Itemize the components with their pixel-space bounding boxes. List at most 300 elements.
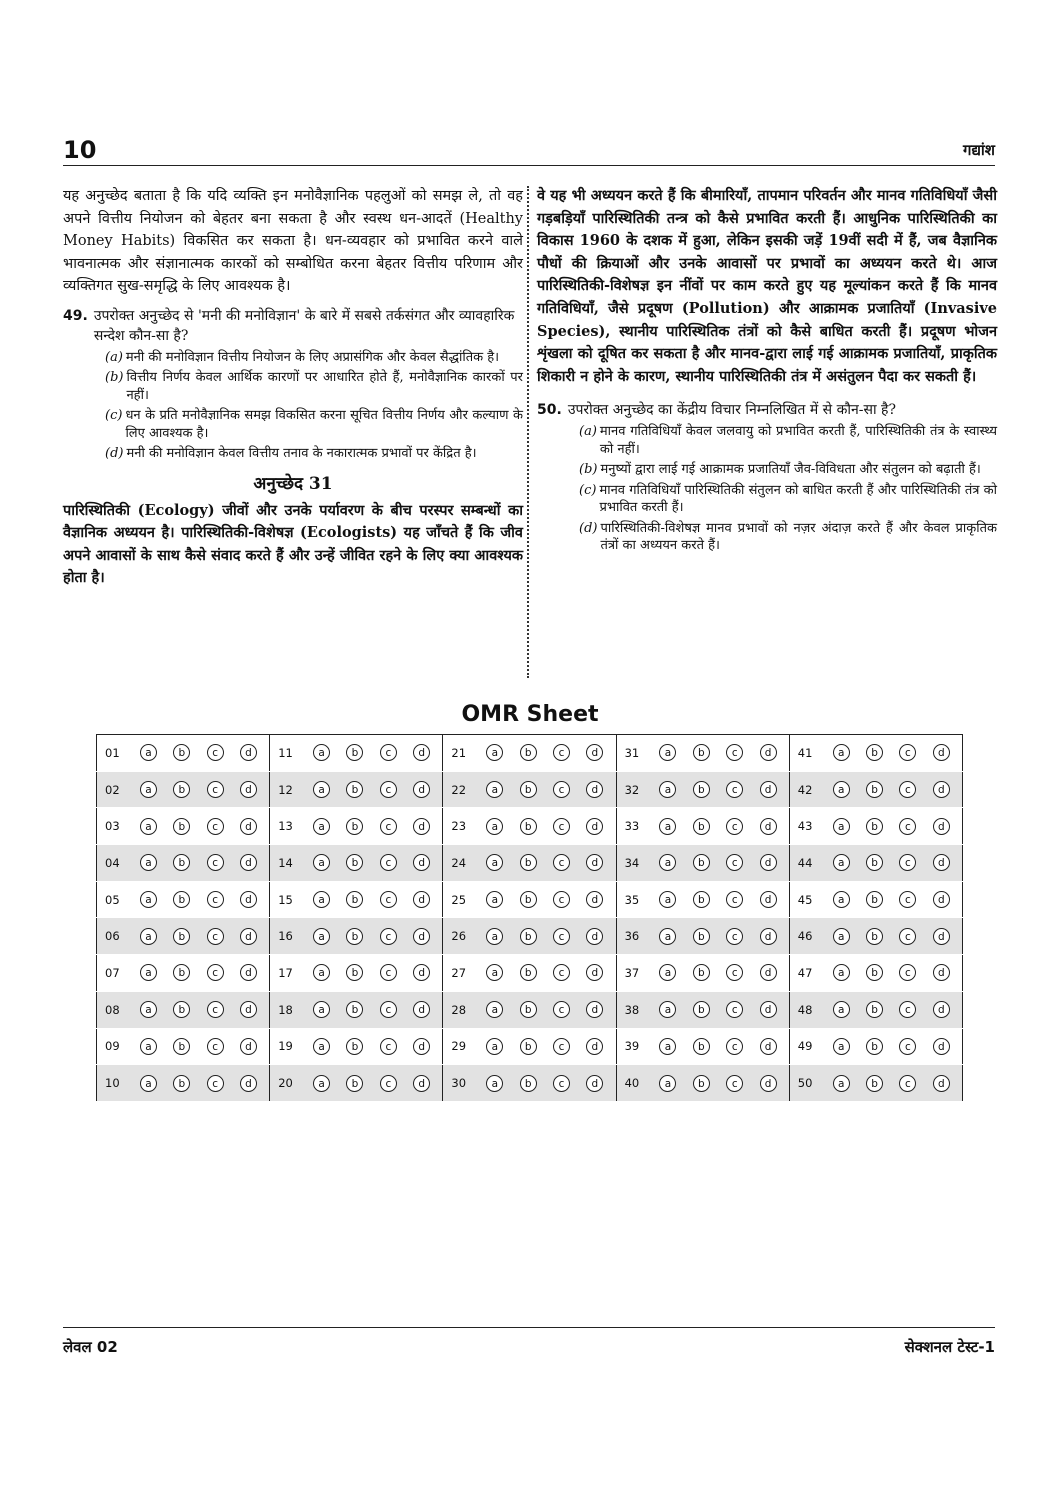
bubble-group — [647, 1001, 788, 1018]
omr-row — [97, 881, 963, 918]
bubble-group — [647, 964, 788, 981]
answer-bubble-b[interactable]: b — [693, 854, 710, 871]
answer-bubble-c[interactable]: c — [553, 818, 570, 835]
answer-bubble-d[interactable]: d — [933, 854, 950, 871]
answer-bubble-d[interactable]: d — [586, 854, 603, 871]
question-number-cell: 24 — [443, 845, 474, 882]
bubble-group — [301, 1038, 442, 1055]
option-text: मानव गतिविधियाँ पारिस्थितिकी संतुलन को बाधित करती हैं और पारिस्थितिकी तंत्र को प्रभावित करती हैं। — [599, 482, 997, 516]
option-text: धन के प्रति मनोवैज्ञानिक समझ विकसित करना सूचित वित्तीय निर्णय और कल्याण के लिए आवश्यक है। — [125, 408, 523, 441]
bubble-group — [821, 854, 963, 871]
answer-bubble-d[interactable]: d — [240, 891, 257, 908]
answer-bubble-a[interactable]: a — [659, 818, 676, 835]
answer-bubble-c[interactable]: c — [553, 1001, 570, 1018]
answer-bubble-d[interactable]: d — [240, 818, 257, 835]
answer-bubble-a[interactable]: a — [140, 1001, 157, 1018]
bubble-group — [301, 744, 442, 761]
option-key: (c) — [579, 482, 597, 498]
answer-bubble-a[interactable]: a — [140, 854, 157, 871]
answer-bubble-d[interactable]: d — [586, 1075, 603, 1092]
omr-row — [97, 955, 963, 992]
answer-bubble-c[interactable]: c — [726, 1001, 743, 1018]
question-number-cell: 02 — [97, 771, 128, 808]
bubble-group — [301, 854, 442, 871]
answer-bubble-b[interactable]: b — [346, 818, 363, 835]
answer-bubble-d[interactable]: d — [760, 854, 777, 871]
answer-bubble-b[interactable]: b — [693, 1001, 710, 1018]
omr-row — [97, 1028, 963, 1065]
bubble-group — [128, 1075, 269, 1092]
answer-bubble-d[interactable]: d — [240, 854, 257, 871]
answer-bubble-c[interactable]: c — [726, 781, 743, 798]
answer-bubble-a[interactable]: a — [313, 781, 330, 798]
answer-bubble-c[interactable]: c — [207, 891, 224, 908]
answer-bubble-d[interactable]: d — [760, 744, 777, 761]
answer-bubble-d[interactable]: d — [240, 1001, 257, 1018]
answer-bubble-c[interactable]: c — [207, 1001, 224, 1018]
answer-bubble-a[interactable]: a — [486, 928, 503, 945]
answer-bubble-a[interactable]: a — [313, 1001, 330, 1018]
answer-bubble-d[interactable]: d — [586, 1038, 603, 1055]
answer-bubble-a[interactable]: a — [833, 1075, 850, 1092]
omr-row — [97, 808, 963, 845]
answer-bubble-a[interactable]: a — [486, 1001, 503, 1018]
answer-bubble-c[interactable]: c — [380, 781, 397, 798]
bubble-group — [301, 818, 442, 835]
answer-bubble-a[interactable]: a — [833, 891, 850, 908]
answer-bubble-c[interactable]: c — [726, 1075, 743, 1092]
answer-bubble-a[interactable]: a — [833, 964, 850, 981]
answer-bubble-c[interactable]: c — [380, 1075, 397, 1092]
answer-bubble-c[interactable]: c — [726, 928, 743, 945]
question-number: 49. — [63, 307, 88, 324]
answer-bubble-a[interactable]: a — [140, 964, 157, 981]
answer-bubble-a[interactable]: a — [140, 1038, 157, 1055]
answer-bubble-b[interactable]: b — [693, 891, 710, 908]
bubble-group — [301, 1075, 442, 1092]
answer-bubble-d[interactable]: d — [586, 1001, 603, 1018]
bubble-group — [128, 818, 269, 835]
answer-bubble-b[interactable]: b — [346, 891, 363, 908]
answer-bubble-b[interactable]: b — [866, 854, 883, 871]
answer-bubble-c[interactable]: c — [553, 928, 570, 945]
question-number-cell: 25 — [443, 881, 474, 918]
bubble-group — [821, 891, 963, 908]
answer-bubble-d[interactable]: d — [413, 1001, 430, 1018]
answer-bubble-b[interactable]: b — [866, 928, 883, 945]
answer-bubble-c[interactable]: c — [553, 1038, 570, 1055]
answer-bubble-b[interactable]: b — [520, 928, 537, 945]
answer-bubble-d[interactable]: d — [413, 891, 430, 908]
question-number-cell: 10 — [97, 1065, 128, 1102]
answer-bubble-d[interactable]: d — [240, 1038, 257, 1055]
passage-paragraph: पारिस्थितिकी (Ecology) जीवों और उनके पर्यावरण के बीच परस्पर सम्बन्धों का वैज्ञानिक अध्ययन है। पारिस्थितिकी-विशेषज्ञ (Ecologists) यह जाँचते हैं कि जीव अपने आवासों के साथ कैसे संवाद करते हैं और उन्हें जीवित रहने के लिए क्या आवश्यक होता है। — [63, 501, 523, 587]
answer-bubble-c[interactable]: c — [553, 854, 570, 871]
question-number: 50. — [537, 402, 562, 419]
answer-bubble-c[interactable]: c — [899, 928, 916, 945]
answer-bubble-d[interactable]: d — [413, 781, 430, 798]
answer-bubble-c[interactable]: c — [726, 854, 743, 871]
answer-bubble-b[interactable]: b — [866, 891, 883, 908]
option-a — [579, 423, 997, 458]
answer-bubble-b[interactable]: b — [173, 744, 190, 761]
answer-bubble-a[interactable]: a — [140, 818, 157, 835]
answer-bubble-d[interactable]: d — [586, 744, 603, 761]
option-text: मनुष्यों द्वारा लाई गई आक्रामक प्रजातियाँ जैव-विविधता और संतुलन को बढ़ाती हैं। — [600, 462, 981, 478]
answer-bubble-d[interactable]: d — [760, 1001, 777, 1018]
question-number-cell: 44 — [789, 845, 820, 882]
bubble-group — [474, 818, 615, 835]
bubble-group — [821, 1075, 963, 1092]
answer-bubble-b[interactable]: b — [866, 1038, 883, 1055]
bubble-group — [474, 1001, 615, 1018]
option-key: (b) — [579, 462, 598, 478]
option-key: (a) — [579, 424, 597, 440]
option-a — [105, 349, 523, 367]
question-number-cell: 26 — [443, 918, 474, 955]
answer-bubble-d[interactable]: d — [240, 928, 257, 945]
question-number-cell: 14 — [270, 845, 301, 882]
passage-heading: अनुच्छेद 31 — [253, 473, 333, 494]
bubble-group — [128, 1001, 269, 1018]
answer-bubble-b[interactable]: b — [346, 744, 363, 761]
answer-bubble-b[interactable]: b — [866, 1075, 883, 1092]
answer-bubble-b[interactable]: b — [693, 1038, 710, 1055]
answer-bubble-b[interactable]: b — [520, 1001, 537, 1018]
question-number-cell: 39 — [616, 1028, 647, 1065]
answer-bubble-a[interactable]: a — [313, 744, 330, 761]
answer-bubble-d[interactable]: d — [760, 928, 777, 945]
answer-bubble-d[interactable]: d — [760, 1075, 777, 1092]
answer-bubble-c[interactable]: c — [899, 744, 916, 761]
answer-bubble-d[interactable]: d — [586, 928, 603, 945]
answer-bubble-a[interactable]: a — [486, 891, 503, 908]
question-number-cell: 19 — [270, 1028, 301, 1065]
answer-bubble-d[interactable]: d — [240, 1075, 257, 1092]
bubble-group — [821, 744, 963, 761]
answer-bubble-a[interactable]: a — [140, 744, 157, 761]
answer-bubble-b[interactable]: b — [693, 1075, 710, 1092]
answer-bubble-a[interactable]: a — [659, 781, 676, 798]
answer-bubble-d[interactable]: d — [933, 928, 950, 945]
answer-bubble-b[interactable]: b — [173, 1038, 190, 1055]
option-d — [579, 520, 997, 555]
answer-bubble-c[interactable]: c — [726, 964, 743, 981]
answer-bubble-a[interactable]: a — [659, 1075, 676, 1092]
answer-bubble-a[interactable]: a — [486, 1075, 503, 1092]
bubble-group — [821, 1001, 963, 1018]
answer-bubble-c[interactable]: c — [899, 854, 916, 871]
answer-bubble-b[interactable]: b — [866, 744, 883, 761]
answer-bubble-b[interactable]: b — [346, 781, 363, 798]
answer-bubble-b[interactable]: b — [693, 928, 710, 945]
answer-bubble-d[interactable]: d — [413, 928, 430, 945]
question-number-cell: 13 — [270, 808, 301, 845]
answer-bubble-b[interactable]: b — [346, 928, 363, 945]
left-column — [63, 185, 523, 590]
question-number-cell: 22 — [443, 771, 474, 808]
passage-continued: वे यह भी अध्ययन करते हैं कि बीमारियाँ, तापमान परिवर्तन और मानव गतिविधियाँ जैसी गड़बड़ियाँ पारिस्थितिकी तन्त्र को कैसे प्रभावित करती हैं। आधुनिक पारिस्थितिकी का विकास 1960 के दशक में हुआ, लेकिन इसकी जड़ें 19वीं सदी में हैं, जब वैज्ञानिक पौधों की क्रियाओं और उनके आवासों पर प्रभावों का अध्ययन करते थे। आज पारिस्थितिकी-विशेषज्ञ इन नींवों पर काम करते हुए यह मूल्यांकन करते हैं कि मानव गतिविधियाँ, जैसे प्रदूषण (Pollution) और आक्रामक प्रजातियाँ (Invasive Species), स्थानीय पारिस्थितिक तंत्रों को कैसे बाधित करती हैं। प्रदूषण भोजन शृंखला को दूषित कर सकता है और मानव-द्वारा लाई गई आक्रामक प्रजातियाँ, प्राकृतिक शिकारी न होने के कारण, स्थानीय पारिस्थितिकी तंत्र में असंतुलन पैदा कर सकती हैं। — [537, 187, 997, 385]
answer-bubble-b[interactable]: b — [173, 928, 190, 945]
bubble-group — [128, 854, 269, 871]
question-number-cell: 33 — [616, 808, 647, 845]
answer-bubble-c[interactable]: c — [899, 891, 916, 908]
answer-bubble-c[interactable]: c — [899, 964, 916, 981]
answer-bubble-a[interactable]: a — [313, 964, 330, 981]
answer-bubble-d[interactable]: d — [933, 744, 950, 761]
answer-bubble-b[interactable]: b — [866, 1001, 883, 1018]
footer-rule — [63, 1327, 995, 1328]
answer-bubble-b[interactable]: b — [520, 744, 537, 761]
answer-bubble-d[interactable]: d — [413, 744, 430, 761]
answer-bubble-a[interactable]: a — [313, 1038, 330, 1055]
bubble-group — [474, 964, 615, 981]
question-number-cell: 35 — [616, 881, 647, 918]
option-text: पारिस्थितिकी-विशेषज्ञ मानव प्रभावों को नज़र अंदाज़ करते हैं और केवल प्राकृतिक तंत्रों का अध्ययन करते हैं। — [600, 520, 997, 554]
answer-bubble-a[interactable]: a — [140, 781, 157, 798]
question-number-cell: 07 — [97, 955, 128, 992]
bubble-group — [474, 891, 615, 908]
answer-bubble-b[interactable]: b — [346, 854, 363, 871]
answer-bubble-a[interactable]: a — [659, 891, 676, 908]
answer-bubble-d[interactable]: d — [413, 964, 430, 981]
answer-bubble-d[interactable]: d — [240, 744, 257, 761]
answer-bubble-a[interactable]: a — [659, 1001, 676, 1018]
answer-bubble-b[interactable]: b — [866, 964, 883, 981]
answer-bubble-d[interactable]: d — [760, 818, 777, 835]
answer-bubble-c[interactable]: c — [380, 1038, 397, 1055]
option-key: (c) — [105, 408, 123, 424]
answer-bubble-b[interactable]: b — [173, 854, 190, 871]
bubble-group — [821, 1038, 963, 1055]
answer-bubble-d[interactable]: d — [586, 781, 603, 798]
answer-bubble-c[interactable]: c — [380, 891, 397, 908]
answer-bubble-d[interactable]: d — [933, 781, 950, 798]
answer-bubble-b[interactable]: b — [693, 964, 710, 981]
answer-bubble-a[interactable]: a — [659, 964, 676, 981]
bubble-group — [647, 891, 788, 908]
omr-row — [97, 771, 963, 808]
question-number-cell: 45 — [789, 881, 820, 918]
answer-bubble-c[interactable]: c — [899, 781, 916, 798]
answer-bubble-a[interactable]: a — [313, 928, 330, 945]
answer-bubble-c[interactable]: c — [207, 1075, 224, 1092]
answer-bubble-d[interactable]: d — [933, 1075, 950, 1092]
answer-bubble-b[interactable]: b — [520, 964, 537, 981]
answer-bubble-b[interactable]: b — [173, 964, 190, 981]
answer-bubble-c[interactable]: c — [553, 964, 570, 981]
omr-row — [97, 1065, 963, 1102]
answer-bubble-a[interactable]: a — [486, 818, 503, 835]
answer-bubble-d[interactable]: d — [586, 964, 603, 981]
answer-bubble-d[interactable]: d — [933, 1038, 950, 1055]
answer-bubble-a[interactable]: a — [659, 1038, 676, 1055]
answer-bubble-c[interactable]: c — [899, 818, 916, 835]
option-text: मनी की मनोविज्ञान वित्तीय नियोजन के लिए अप्रासंगिक और केवल सैद्धांतिक है। — [125, 349, 500, 365]
answer-bubble-a[interactable]: a — [833, 744, 850, 761]
answer-bubble-c[interactable]: c — [726, 891, 743, 908]
answer-bubble-c[interactable]: c — [207, 818, 224, 835]
answer-bubble-a[interactable]: a — [486, 744, 503, 761]
bubble-group — [301, 928, 442, 945]
answer-bubble-b[interactable]: b — [346, 1075, 363, 1092]
page-header — [63, 136, 995, 164]
answer-bubble-b[interactable]: b — [520, 781, 537, 798]
answer-bubble-c[interactable]: c — [207, 744, 224, 761]
question-stem: उपरोक्त अनुच्छेद का केंद्रीय विचार निम्नलिखित में से कौन-सा है? — [567, 402, 896, 419]
question-number-cell: 20 — [270, 1065, 301, 1102]
answer-bubble-b[interactable]: b — [693, 781, 710, 798]
answer-bubble-a[interactable]: a — [313, 891, 330, 908]
answer-bubble-a[interactable]: a — [486, 854, 503, 871]
answer-bubble-b[interactable]: b — [346, 964, 363, 981]
answer-bubble-b[interactable]: b — [866, 818, 883, 835]
answer-bubble-b[interactable]: b — [693, 744, 710, 761]
answer-bubble-a[interactable]: a — [833, 1038, 850, 1055]
intro-paragraph: यह अनुच्छेद बताता है कि यदि व्यक्ति इन मनोवैज्ञानिक पहलुओं को समझ ले, तो वह अपने वित्तीय नियोजन को बेहतर बना सकता है और स्वस्थ धन-आदतें (Healthy Money Habits) विकसित कर सकता है। धन-व्यवहार को प्रभावित करने वाले भावनात्मक और संज्ञानात्मक कारकों को सम्बोधित करना बेहतर वित्तीय परिणाम और व्यक्तिगत सुख-समृद्धि के लिए आवश्यक है। — [63, 188, 523, 295]
bubble-group — [128, 744, 269, 761]
bubble-group — [474, 744, 615, 761]
omr-sheet-table — [96, 734, 963, 1102]
answer-bubble-d[interactable]: d — [760, 891, 777, 908]
answer-bubble-c[interactable]: c — [380, 964, 397, 981]
answer-bubble-c[interactable]: c — [380, 744, 397, 761]
answer-bubble-d[interactable]: d — [933, 891, 950, 908]
answer-bubble-c[interactable]: c — [207, 964, 224, 981]
answer-bubble-a[interactable]: a — [833, 781, 850, 798]
question-number-cell: 48 — [789, 991, 820, 1028]
answer-bubble-d[interactable]: d — [240, 964, 257, 981]
answer-bubble-a[interactable]: a — [313, 854, 330, 871]
bubble-group — [128, 964, 269, 981]
answer-bubble-c[interactable]: c — [380, 928, 397, 945]
answer-bubble-d[interactable]: d — [586, 891, 603, 908]
answer-bubble-b[interactable]: b — [173, 1075, 190, 1092]
answer-bubble-a[interactable]: a — [659, 854, 676, 871]
bubble-group — [474, 1075, 615, 1092]
answer-bubble-c[interactable]: c — [726, 744, 743, 761]
answer-bubble-b[interactable]: b — [173, 891, 190, 908]
answer-bubble-b[interactable]: b — [173, 781, 190, 798]
column-divider — [527, 186, 529, 678]
answer-bubble-c[interactable]: c — [899, 1075, 916, 1092]
answer-bubble-a[interactable]: a — [140, 928, 157, 945]
answer-bubble-c[interactable]: c — [553, 744, 570, 761]
question-number-cell: 36 — [616, 918, 647, 955]
answer-bubble-c[interactable]: c — [207, 854, 224, 871]
option-text: वित्तीय निर्णय केवल आर्थिक कारणों पर आधारित होते हैं, मनोवैज्ञानिक कारकों पर नहीं। — [126, 370, 523, 403]
omr-row — [97, 735, 963, 772]
answer-bubble-b[interactable]: b — [520, 1075, 537, 1092]
answer-bubble-c[interactable]: c — [207, 781, 224, 798]
answer-bubble-a[interactable]: a — [659, 744, 676, 761]
answer-bubble-b[interactable]: b — [346, 1001, 363, 1018]
answer-bubble-a[interactable]: a — [486, 964, 503, 981]
bubble-group — [474, 781, 615, 798]
answer-bubble-b[interactable]: b — [866, 781, 883, 798]
answer-bubble-b[interactable]: b — [693, 818, 710, 835]
answer-bubble-d[interactable]: d — [760, 964, 777, 981]
answer-bubble-d[interactable]: d — [413, 1075, 430, 1092]
omr-row — [97, 991, 963, 1028]
answer-bubble-c[interactable]: c — [380, 818, 397, 835]
omr-row — [97, 845, 963, 882]
answer-bubble-c[interactable]: c — [553, 781, 570, 798]
answer-bubble-d[interactable]: d — [240, 781, 257, 798]
question-number-cell: 08 — [97, 991, 128, 1028]
answer-bubble-a[interactable]: a — [313, 1075, 330, 1092]
answer-bubble-c[interactable]: c — [380, 1001, 397, 1018]
answer-bubble-d[interactable]: d — [413, 854, 430, 871]
answer-bubble-a[interactable]: a — [486, 1038, 503, 1055]
answer-bubble-c[interactable]: c — [207, 928, 224, 945]
question-number-cell: 17 — [270, 955, 301, 992]
answer-bubble-c[interactable]: c — [726, 1038, 743, 1055]
answer-bubble-c[interactable]: c — [553, 1075, 570, 1092]
answer-bubble-b[interactable]: b — [520, 854, 537, 871]
question-50 — [537, 400, 997, 555]
answer-bubble-d[interactable]: d — [586, 818, 603, 835]
answer-bubble-a[interactable]: a — [486, 781, 503, 798]
question-number-cell: 30 — [443, 1065, 474, 1102]
answer-bubble-b[interactable]: b — [520, 1038, 537, 1055]
answer-bubble-d[interactable]: d — [933, 964, 950, 981]
answer-bubble-c[interactable]: c — [726, 818, 743, 835]
answer-bubble-b[interactable]: b — [173, 818, 190, 835]
answer-bubble-b[interactable]: b — [346, 1038, 363, 1055]
answer-bubble-d[interactable]: d — [413, 818, 430, 835]
question-number-cell: 04 — [97, 845, 128, 882]
question-number-cell: 15 — [270, 881, 301, 918]
answer-bubble-a[interactable]: a — [140, 1075, 157, 1092]
bubble-group — [647, 1038, 788, 1055]
answer-bubble-c[interactable]: c — [553, 891, 570, 908]
answer-bubble-d[interactable]: d — [933, 818, 950, 835]
question-number-cell: 31 — [616, 735, 647, 772]
answer-bubble-b[interactable]: b — [173, 1001, 190, 1018]
answer-bubble-a[interactable]: a — [833, 854, 850, 871]
answer-bubble-a[interactable]: a — [140, 891, 157, 908]
bubble-group — [301, 1001, 442, 1018]
answer-bubble-d[interactable]: d — [760, 781, 777, 798]
answer-bubble-c[interactable]: c — [207, 1038, 224, 1055]
bubble-group — [128, 891, 269, 908]
bubble-group — [128, 1038, 269, 1055]
page-number: 10 — [63, 136, 97, 164]
footer-level: लेवल 02 — [63, 1338, 118, 1356]
answer-bubble-a[interactable]: a — [833, 928, 850, 945]
answer-bubble-d[interactable]: d — [760, 1038, 777, 1055]
answer-bubble-a[interactable]: a — [833, 1001, 850, 1018]
answer-bubble-a[interactable]: a — [659, 928, 676, 945]
answer-bubble-b[interactable]: b — [520, 891, 537, 908]
option-b — [579, 461, 997, 479]
question-number-cell: 29 — [443, 1028, 474, 1065]
answer-bubble-c[interactable]: c — [899, 1038, 916, 1055]
answer-bubble-d[interactable]: d — [413, 1038, 430, 1055]
answer-bubble-c[interactable]: c — [899, 1001, 916, 1018]
answer-bubble-d[interactable]: d — [933, 1001, 950, 1018]
question-number-cell: 11 — [270, 735, 301, 772]
answer-bubble-a[interactable]: a — [313, 818, 330, 835]
question-number-cell: 32 — [616, 771, 647, 808]
answer-bubble-a[interactable]: a — [833, 818, 850, 835]
question-number-cell: 37 — [616, 955, 647, 992]
answer-bubble-b[interactable]: b — [520, 818, 537, 835]
option-text: मानव गतिविधियाँ केवल जलवायु को प्रभावित करती हैं, पारिस्थितिकी तंत्र के स्वास्थ्य को नहीं। — [599, 424, 997, 457]
answer-bubble-c[interactable]: c — [380, 854, 397, 871]
bubble-group — [647, 1075, 788, 1092]
